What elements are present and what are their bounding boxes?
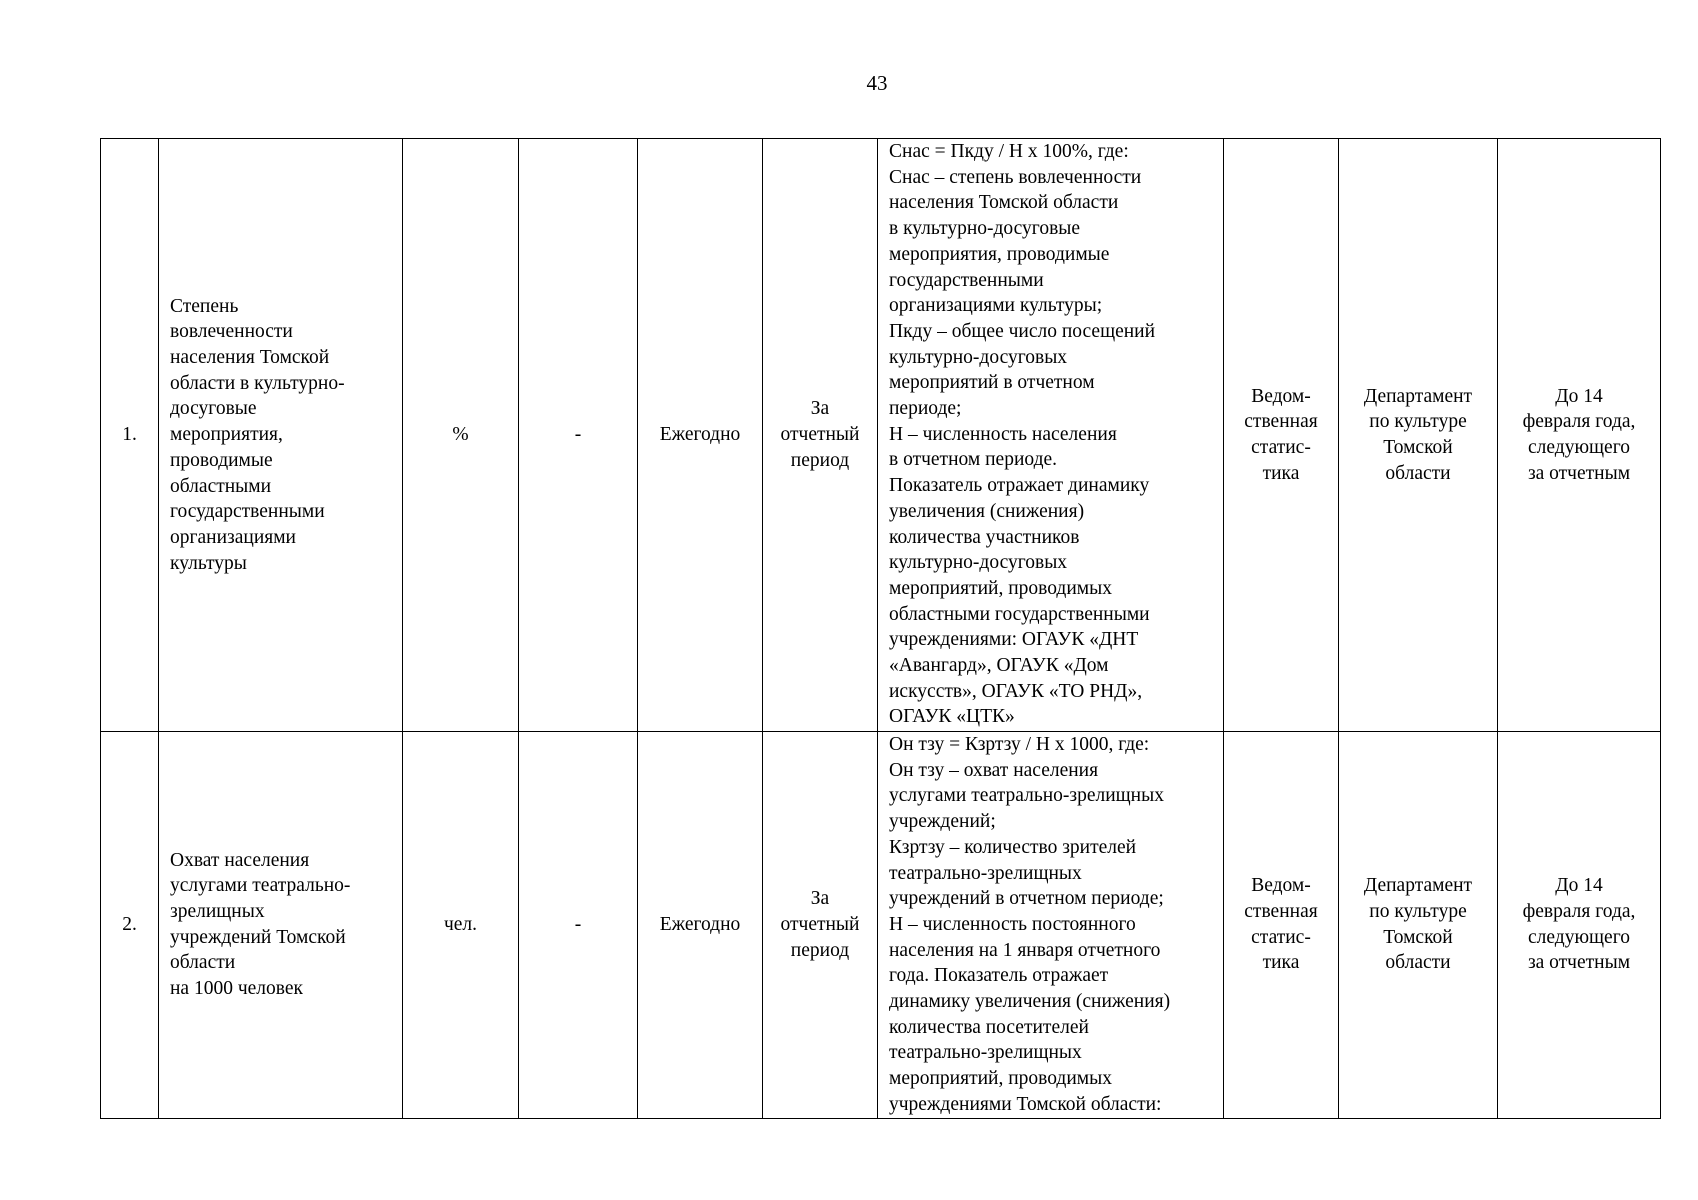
text-line: следующего [1528, 926, 1630, 948]
text-line: областными государственными [889, 603, 1150, 625]
text-line: областными [170, 475, 272, 497]
deadline-cell [1498, 139, 1661, 732]
text-line: мероприятия, [170, 424, 283, 446]
formula-cell [878, 139, 1224, 732]
frequency-cell: Ежегодно [638, 732, 763, 1119]
text-line: период [790, 939, 850, 961]
text-line: области [1385, 462, 1451, 484]
text-line: Снас – степень вовлеченности [889, 166, 1142, 188]
text-line: Н – численность постоянного [889, 913, 1136, 935]
text-line: области [1385, 952, 1451, 974]
text-line: увеличения (снижения) [889, 500, 1085, 522]
text-line: До 14 [1555, 875, 1603, 897]
text-line: За [810, 398, 830, 420]
text-line: на 1000 человек [170, 978, 304, 1000]
text-line: мероприятий, проводимых [889, 1068, 1112, 1090]
data-source-cell [1224, 139, 1339, 732]
text-line: учреждениями Томской области: [889, 1093, 1162, 1115]
text-line: за отчетным [1527, 952, 1631, 974]
text-line: количества участников [889, 526, 1080, 548]
text-line: количества посетителей [889, 1016, 1089, 1038]
text-line: мероприятия, проводимые [889, 243, 1110, 265]
text-line: по культуре [1369, 901, 1467, 923]
text-line: в отчетном периоде. [889, 449, 1058, 471]
text-line: До 14 [1555, 385, 1603, 407]
text-line: зрелищных [170, 901, 265, 923]
text-line: ственная [1244, 901, 1318, 923]
text-line: организациями культуры; [889, 295, 1103, 317]
text-line: услугами театрально- [170, 875, 351, 897]
text-line: театрально-зрелищных [889, 1042, 1082, 1064]
table-row [101, 139, 1661, 732]
text-line: за отчетным [1527, 462, 1631, 484]
text-line: Показатель отражает динамику [889, 475, 1150, 497]
text-line: населения Томской [170, 347, 330, 369]
text-line: динамику увеличения (снижения) [889, 991, 1171, 1013]
text-line: культуры [170, 552, 247, 574]
text-line: периоде; [889, 398, 962, 420]
text-line: отчетный [780, 424, 860, 446]
text-line: ственная [1244, 411, 1318, 433]
text-line: «Авангард», ОГАУК «Дом [889, 655, 1109, 677]
text-line: Департамент [1363, 875, 1473, 897]
indicator-name-cell [159, 139, 403, 732]
text-line: театрально-зрелищных [889, 862, 1082, 884]
formula-cell [878, 732, 1224, 1119]
unit-cell: % [403, 139, 519, 732]
text-line: Томской [1383, 437, 1453, 458]
text-line: учреждений; [889, 811, 996, 833]
text-line: Ведом- [1251, 875, 1311, 897]
text-line: государственными [170, 501, 325, 523]
text-line: учреждениями: ОГАУК «ДНТ [889, 629, 1139, 651]
data-source-cell [1224, 732, 1339, 1119]
text-line: тика [1262, 462, 1300, 484]
page-number: 43 [866, 71, 888, 95]
unit-cell: чел. [403, 732, 519, 1119]
text-line: Ведом- [1251, 385, 1311, 407]
text-line: услугами театрально-зрелищных [889, 785, 1164, 807]
text-line: мероприятий, проводимых [889, 577, 1112, 599]
text-line: период [790, 449, 850, 471]
frequency-cell: Ежегодно [638, 139, 763, 732]
text-line: статис- [1251, 437, 1311, 458]
empty-value-cell: - [519, 732, 638, 1119]
text-line: Охват населения [170, 849, 310, 871]
empty-value-cell: - [519, 139, 638, 732]
text-line: мероприятий в отчетном [889, 372, 1095, 394]
text-line: Снас = Пкду / Н х 100%, где: [889, 141, 1129, 162]
text-line: Томской [1383, 926, 1453, 948]
text-line: За [810, 888, 830, 910]
text-line: Кзртзу – количество зрителей [889, 836, 1137, 858]
table-row [101, 732, 1661, 1119]
indicator-name-cell [159, 732, 403, 1119]
text-line: по культуре [1369, 411, 1467, 433]
text-line: Он тзу = Кзртзу / Н х 1000, где: [889, 734, 1150, 755]
indicators-table [100, 138, 1661, 1119]
responsible-department-cell [1339, 139, 1498, 732]
text-line: февраля года, [1522, 901, 1636, 923]
text-line: статис- [1251, 926, 1311, 948]
row-number-cell: 2. [101, 732, 159, 1119]
text-line: тика [1262, 952, 1300, 974]
text-line: проводимые [170, 449, 273, 471]
text-line: культурно-досуговых [889, 346, 1068, 368]
text-line: организациями [170, 526, 296, 548]
text-line: населения на 1 января отчетного [889, 939, 1161, 961]
period-cell [763, 732, 878, 1119]
text-line: февраля года, [1522, 411, 1636, 433]
responsible-department-cell [1339, 732, 1498, 1119]
text-line: учреждений в отчетном периоде; [889, 888, 1164, 910]
row-number-cell: 1. [101, 139, 159, 732]
text-line: населения Томской области [889, 192, 1119, 214]
text-line: Н – численность населения [889, 423, 1117, 445]
text-line: вовлеченности [170, 321, 293, 343]
text-line: Степень [170, 295, 239, 317]
text-line: отчетный [780, 913, 860, 935]
text-line: Он тзу – охват населения [889, 759, 1099, 781]
period-cell [763, 139, 878, 732]
text-line: искусств», ОГАУК «ТО РНД», [889, 680, 1143, 702]
text-line: государственными [889, 269, 1044, 291]
text-line: Пкду – общее число посещений [889, 320, 1156, 342]
text-line: Департамент [1363, 385, 1473, 407]
deadline-cell [1498, 732, 1661, 1119]
text-line: культурно-досуговых [889, 552, 1068, 574]
text-line: учреждений Томской [170, 926, 346, 948]
text-line: ОГАУК «ЦТК» [889, 706, 1015, 728]
text-line: в культурно-досуговые [889, 218, 1081, 240]
text-line: года. Показатель отражает [889, 965, 1109, 987]
text-line: области [170, 952, 236, 974]
text-line: следующего [1528, 437, 1630, 458]
text-line: области в культурно- [170, 372, 345, 394]
text-line: досуговые [170, 398, 257, 420]
